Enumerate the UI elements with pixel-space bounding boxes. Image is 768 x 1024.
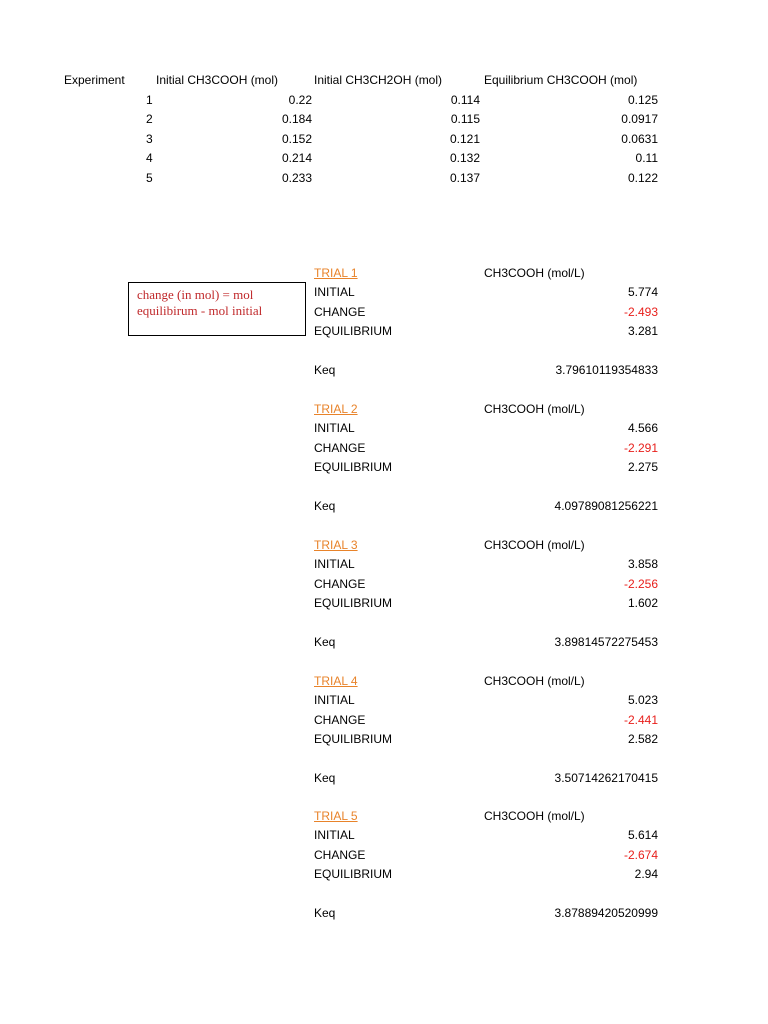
- keq-value: 3.87889420520999: [554, 906, 658, 920]
- initial-ch3ch2oh-value: 0.121: [449, 132, 480, 146]
- initial-ch3ch2oh-value: 0.114: [450, 93, 480, 107]
- initial-label: INITIAL: [314, 828, 355, 842]
- initial-ch3cooh-value: 0.233: [281, 171, 312, 185]
- change-label: CHANGE: [314, 577, 366, 591]
- initial-ch3ch2oh-value: 0.137: [449, 171, 480, 185]
- initial-value: 4.566: [627, 421, 658, 435]
- initial-label: INITIAL: [314, 557, 355, 571]
- change-label: CHANGE: [314, 305, 366, 319]
- initial-ch3ch2oh-value: 0.115: [450, 112, 480, 126]
- trial-block: [0, 402, 768, 522]
- trial-title: TRIAL 2: [314, 402, 358, 416]
- column-header-initial-ch3cooh: Initial CH3COOH (mol): [156, 73, 279, 87]
- equilibrium-label: EQUILIBRIUM: [314, 867, 393, 881]
- keq-label: Keq: [314, 906, 336, 920]
- initial-value: 5.614: [627, 828, 658, 842]
- equilibrium-label: EQUILIBRIUM: [314, 596, 393, 610]
- equilibrium-value: 1.602: [627, 596, 658, 610]
- experiment-number: 3: [146, 132, 153, 146]
- change-label: CHANGE: [314, 713, 366, 727]
- keq-label: Keq: [314, 499, 336, 513]
- column-header-initial-ch3ch2oh: Initial CH3CH2OH (mol): [314, 73, 443, 87]
- experiment-number: 2: [146, 112, 153, 126]
- trial-unit-header: CH3COOH (mol/L): [484, 266, 585, 280]
- trial-unit-header: CH3COOH (mol/L): [484, 538, 585, 552]
- trial-block: [0, 538, 768, 658]
- initial-ch3ch2oh-value: 0.132: [449, 151, 480, 165]
- initial-ch3cooh-value: 0.152: [281, 132, 312, 146]
- experiment-number: 5: [146, 171, 153, 185]
- change-value: -2.256: [623, 577, 658, 591]
- equilibrium-ch3cooh-value: 0.0631: [621, 132, 658, 146]
- equilibrium-value: 2.275: [627, 460, 658, 474]
- change-label: CHANGE: [314, 848, 366, 862]
- trial-unit-header: CH3COOH (mol/L): [484, 402, 585, 416]
- keq-value: 3.79610119354833: [555, 363, 658, 377]
- trial-title: TRIAL 4: [314, 674, 358, 688]
- change-value: -2.674: [623, 848, 658, 862]
- initial-value: 5.023: [627, 693, 658, 707]
- initial-ch3cooh-value: 0.22: [288, 93, 312, 107]
- trial-title: TRIAL 5: [314, 809, 358, 823]
- trial-unit-header: CH3COOH (mol/L): [484, 674, 585, 688]
- change-value: -2.441: [623, 713, 658, 727]
- initial-label: INITIAL: [314, 693, 355, 707]
- trial-title: TRIAL 1: [314, 266, 358, 280]
- equilibrium-ch3cooh-value: 0.11: [635, 151, 658, 165]
- equilibrium-ch3cooh-value: 0.125: [627, 93, 658, 107]
- keq-value: 3.89814572275453: [554, 635, 658, 649]
- initial-value: 3.858: [627, 557, 658, 571]
- change-value: -2.493: [623, 305, 658, 319]
- trial-title: TRIAL 3: [314, 538, 358, 552]
- experiment-number: 4: [146, 151, 153, 165]
- initial-label: INITIAL: [314, 285, 355, 299]
- trial-unit-header: CH3COOH (mol/L): [484, 809, 585, 823]
- change-value: -2.291: [623, 441, 658, 455]
- initial-value: 5.774: [627, 285, 658, 299]
- equilibrium-label: EQUILIBRIUM: [314, 460, 393, 474]
- experiment-number: 1: [146, 93, 153, 107]
- equilibrium-label: EQUILIBRIUM: [314, 324, 393, 338]
- keq-label: Keq: [314, 363, 336, 377]
- trial-block: [0, 266, 768, 386]
- column-header-experiment: Experiment: [64, 73, 125, 87]
- keq-label: Keq: [314, 635, 336, 649]
- trial-block: [0, 809, 768, 929]
- equilibrium-value: 3.281: [627, 324, 658, 338]
- keq-value: 4.09789081256221: [554, 499, 658, 513]
- initial-ch3cooh-value: 0.184: [281, 112, 312, 126]
- equilibrium-value: 2.94: [634, 867, 658, 881]
- change-label: CHANGE: [314, 441, 366, 455]
- initial-ch3cooh-value: 0.214: [281, 151, 312, 165]
- column-header-equilibrium-ch3cooh: Equilibrium CH3COOH (mol): [484, 73, 638, 87]
- equilibrium-value: 2.582: [627, 732, 658, 746]
- equilibrium-label: EQUILIBRIUM: [314, 732, 393, 746]
- trial-block: [0, 674, 768, 794]
- note-text-box: change (in mol) = mol equilibirum - mol initial: [128, 282, 306, 336]
- keq-label: Keq: [314, 771, 336, 785]
- equilibrium-ch3cooh-value: 0.122: [627, 171, 658, 185]
- initial-label: INITIAL: [314, 421, 355, 435]
- keq-value: 3.50714262170415: [554, 771, 658, 785]
- equilibrium-ch3cooh-value: 0.0917: [621, 112, 658, 126]
